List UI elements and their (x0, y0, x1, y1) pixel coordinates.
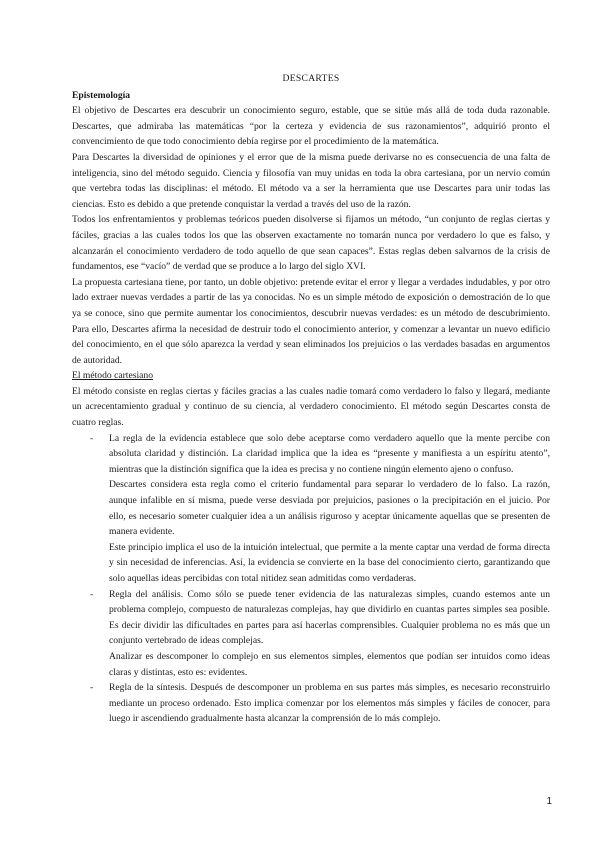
bullet-marker: - (90, 682, 94, 694)
paragraph: Todos los enfrentamientos y problemas teóricos pueden disolverse si fijamos un método, “un conjunto de reglas ciertas y fáciles, gracias a las cuales todos los que las observen exactamente no tomarán nunca por verdadero lo que es falso, y alcanzarán el conocimiento verdadero de todo aquello de que sean capaces”. Estas reglas deben salvarnos de la crisis de fundamentos, ese “vacío” de verdad que se produce a lo largo del siglo XVI. (72, 214, 550, 273)
list-item-paragraph: Regla de la síntesis. Después de descomponer un problema en sus partes más simples, es necesario reconstruirlo mediante un proceso ordenado. Esto implica comenzar por los elementos más simples y fáciles de conocer, para luego ir ascendiendo gradualmente hasta alcanzar la comprensión de lo más complejo. (109, 682, 550, 725)
bullet-marker: - (90, 432, 94, 444)
list-item (72, 680, 550, 727)
list-item-paragraph: Analizar es descomponer lo complejo en sus elementos simples, elementos que podían ser intuidos como ideas claras y distintas, esto es: evidentes. (109, 650, 550, 678)
paragraph: El objetivo de Descartes era descubrir un conocimiento seguro, estable, que se sitúe más allá de toda duda razonable. Descartes, que admiraba las matemáticas “por la certeza y evidencia de sus razonamientos”, adquirió pronto el convencimiento de que todo conocimiento debía regirse por el procedimiento de la matemática. (72, 105, 550, 148)
list-item (72, 587, 550, 681)
rules-list (72, 431, 550, 727)
paragraph: Para Descartes la diversidad de opiniones y el error que de la misma puede derivarse no es consecuencia de una falta de inteligencia, sino del método seguido. Ciencia y filosofía van muy unidas en toda la obra cartesiana, por un nervio común que vertebra todas las disciplinas: el método. El método va a ser la herramienta que use Descartes para unir todas las ciencias. Esto es debido a que pretende conquistar la verdad a través del uso de la razón. (72, 151, 550, 210)
list-item-paragraph: Descartes considera esta regla como el criterio fundamental para separar lo verdadero de lo falso. La razón, aunque infalible en sí misma, puede verse desviada por prejuicios, pasiones o la precipitación en el juicio. Por ello, es necesario someter cualquier idea a un análisis riguroso y aceptar únicamente aquellas que se presenten de manera evidente. (109, 479, 550, 538)
section-heading-epistemologia: Epistemología (72, 89, 131, 101)
paragraph: El método consiste en reglas ciertas y fáciles gracias a las cuales nadie tomará como verdadero lo falso y llegará, mediante un acrecentamiento gradual y continuo de su ciencia, al verdadero conocimiento. El método según Descartes consta de cuatro reglas. (72, 385, 550, 429)
document-page (72, 71, 550, 727)
list-item-paragraph: Este principio implica el uso de la intuición intelectual, que permite a la mente captar una verdad de forma directa y sin necesidad de inferencias. Así, la evidencia se convierte en la base del conocimiento cierto, garantizando que solo aquellas ideas percibidas con total nitidez sean admitidas como verdaderas. (109, 541, 550, 584)
paragraph: La propuesta cartesiana tiene, por tanto, un doble objetivo: pretende evitar el error y llegar a verdades indudables, y por otro lado extraer nuevas verdades a partir de las ya conocidas. No es un simple método de exposición o demostración de lo que ya se conoce, sino que permite aumentar los conocimientos, descubrir nuevas verdades: es un método de descubrimiento. Para ello, Descartes afirma la necesidad de destruir todo el conocimiento anterior, y comenzar a levantar un nuevo edificio del conocimiento, en el que sólo aparezca la verdad y sean eliminados los prejuicios o las verdades basadas en argumentos de autoridad. (72, 276, 550, 366)
section-heading-metodo: El método cartesiano (72, 370, 153, 382)
list-item-paragraph: La regla de la evidencia establece que solo debe aceptarse como verdadero aquello que la mente percibe con absoluta claridad y distinción. La claridad implica que la idea es “presente y manifiesta a un espíritu atento”, mientras que la distinción significa que la idea es precisa y no contiene ningún elemento ajeno o confuso. (109, 432, 550, 475)
bullet-marker: - (90, 588, 94, 600)
page-number: 1 (546, 796, 552, 807)
list-item (72, 431, 550, 587)
list-item-paragraph: Regla del análisis. Como sólo se puede tener evidencia de las naturalezas simples, cuando estemos ante un problema complejo, compuesto de naturalezas complejas, hay que dividirlo en cuantas partes simples sea posible. Es decir dividir las dificultades en partes para así hacerlas comprensibles. Cualquier problema no es más que un conjunto vertebrado de ideas complejas. (109, 588, 550, 647)
document-title: DESCARTES (282, 73, 340, 84)
